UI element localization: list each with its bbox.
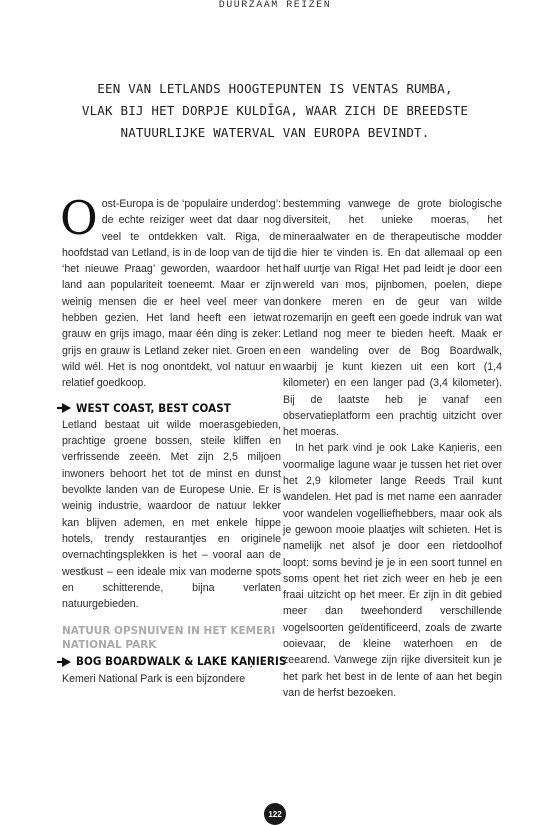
drop-cap: O: [60, 191, 98, 245]
arrow-icon: [62, 403, 71, 413]
right-column: [283, 196, 502, 701]
body-paragraph: In het park vind je ook Lake Kaņieris, een voormalige lagune waar je tussen het riet over het 2,9 kilometer lange Reeds Trail kunt wandelen. Het pad is met name een aanrader voor wandelen vogelliefhebbers, maar ook als je gewoon mooie plaatjes wilt schieten. Het is namelijk net alsof je door een rietdoolhof loopt: soms bevind je je in een soort tunnel en soms opent het riet zich weer en heb je een fraai uitzicht op het meer. Er zijn in dit gebied meer dan tweehonderd verschillende vogelsoorten geïdentificeerd, zoals de zwarte ooievaar, de kleine waterhoen en de zeearend. Vanwege zijn rijke diversiteit kun je het park het best in de lente of aan het begin van de herfst bezoeken.: [283, 442, 502, 699]
body-paragraph: bestemming vanwege de grote biologische diversiteit, het unieke moeras, het mineraalwater en de therapeutische modder die hier te vinden is. En dat allemaal op een half uurtje van Riga! Het pad leidt je door een wereld van mos, pijnbomen, poelen, diepe donkere meren en de geur van wilde rozemarijn en geeft een goede indruk van wat Letland nog meer te bieden heeft. Maak er een wandeling over de Bog Boardwalk, waarbij je kunt kiezen uit een kort (1,4 kilometer) en een langer pad (3,4 kilometer). Bij de laatste heb je vanaf een observatieplatform een prachtig uitzicht over het moeras.: [283, 198, 502, 439]
section-heading-text: BOG BOARDWALK & LAKE KAŅIERIS: [76, 654, 287, 669]
left-column: [60, 191, 287, 687]
section-paragraph: Kemeri National Park is een bijzondere: [62, 672, 246, 685]
pull-quote-line: NATUURLIJKE WATERVAL VAN EUROPA BEVINDT.: [120, 125, 430, 140]
section-paragraph: Letland bestaat uit wilde moerasgebieden, prachtige groene bossen, steile kliffen en verfrissende zeeën. Met zijn 2,5 miljoen inwoners behoort het tot de minst en dunst bevolkte landen van de Europese Unie. Er is weinig industrie, waardoor de natuur lekker kan blijven ademen, en met enkele hippe hotels, trendy restaurantjes en originele overnachtingsplekken is het – vooral aan de westkust – een ideale mix van moderne spots en schitterende, bijna verlaten natuurgebieden.: [62, 418, 281, 611]
pull-quote-line: VLAK BIJ HET DORPJE KULDĪGA, WAAR ZICH DE BREEDSTE: [81, 103, 469, 118]
section-category: NATUUR OPSNUIVEN IN HET KEMERI NATIONAL PARK: [62, 625, 276, 652]
section-heading-bog-boardwalk: [62, 653, 287, 669]
pull-quote-line: EEN VAN LETLANDS HOOGTEPUNTEN IS VENTAS RUMBA,: [97, 81, 453, 96]
section-heading-text: WEST COAST, BEST COAST: [76, 400, 231, 415]
page-number-badge: 122: [264, 803, 286, 825]
arrow-icon: [62, 657, 71, 667]
pull-quote: [40, 78, 510, 144]
running-head: DUURZAAM REIZEN: [218, 0, 332, 11]
intro-text: ost-Europa is de ‘populaire underdog’: de echte reiziger weet dat daar nog veel te ontdekken valt. Riga, de hoofdstad van Letland, is in de loop van de tijd ‘het nieuwe Praag’ geworden, waardoor het land aan populariteit toeneemt. Maar er zijn weinig mensen die er heel veel meer van hebben gezien. Het land heeft een ietwat grauw en grijs imago, maar één ding is zeker: grijs en grauw is Letland zeker niet. Groen en wild wél. Het is nog onontdekt, vol natuur en relatief goedkoop.: [62, 198, 281, 390]
intro-paragraph: [60, 191, 281, 392]
section-heading-west-coast: [62, 400, 281, 416]
